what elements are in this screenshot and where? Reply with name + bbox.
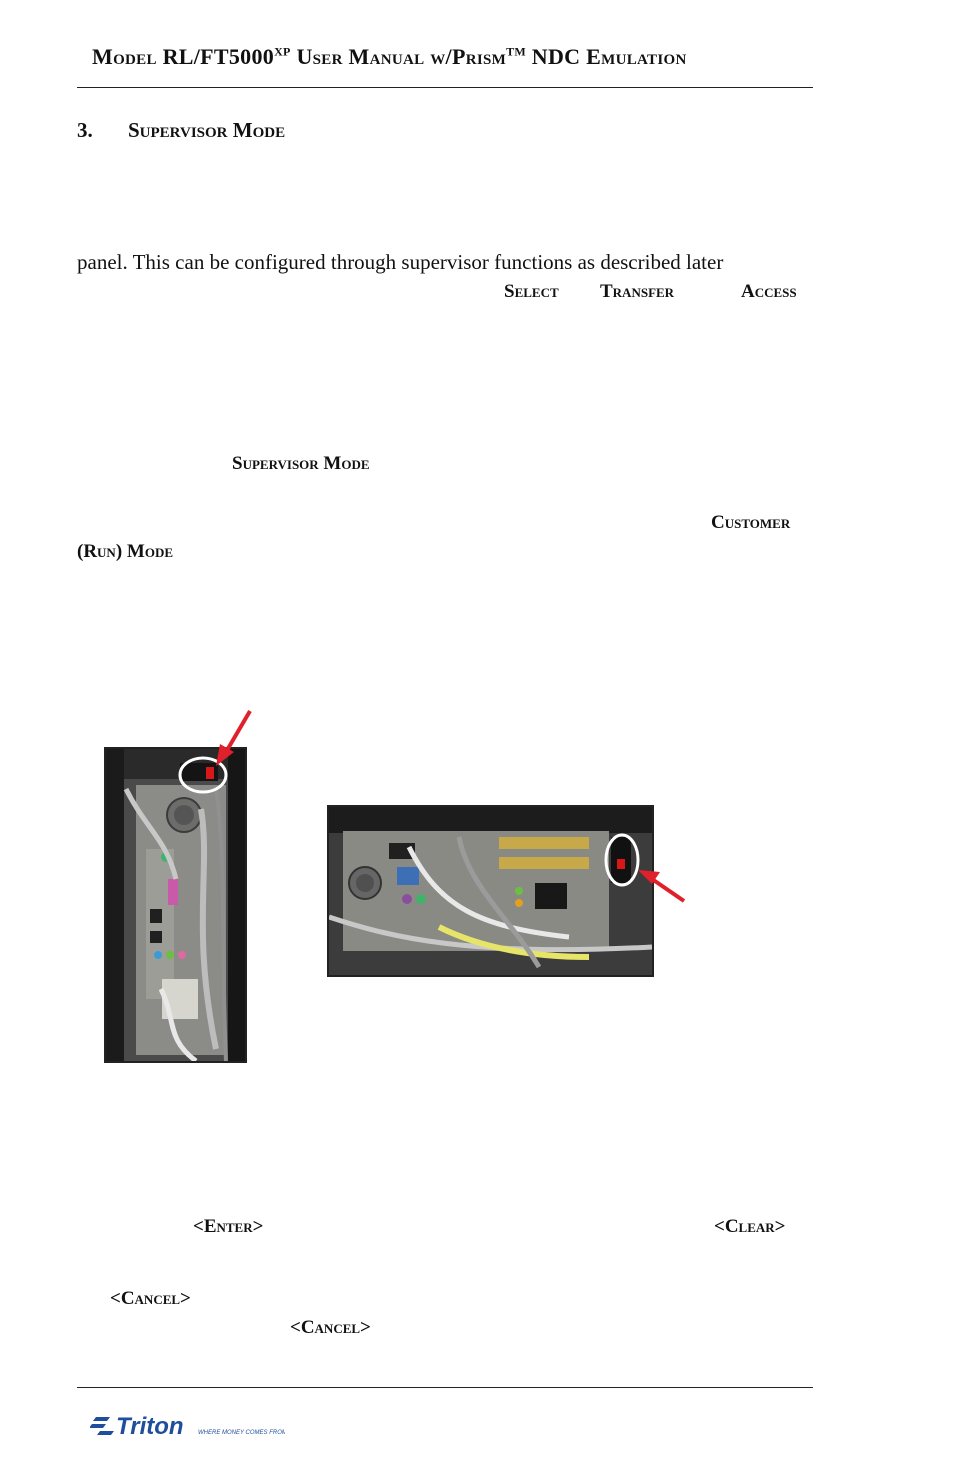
run-mode-term: (Run) Mode	[77, 541, 174, 562]
section-title: Supervisor Mode	[128, 118, 286, 142]
footer-rule	[77, 1387, 813, 1388]
customer-term: Customer	[711, 512, 791, 533]
arrow-icon	[216, 711, 250, 766]
cancel-key-label: <Cancel>	[110, 1288, 191, 1309]
select-term: Select	[504, 281, 559, 302]
supervisor-mode-term: Supervisor Mode	[232, 453, 370, 474]
manual-header: Model $RL/FT5000^{XP}$ User Manual w/Prism™ NDC Emulation	[92, 44, 687, 69]
arrow-icon	[638, 870, 684, 901]
paragraph-line: panel. This can be configured through supervisor functions as described later	[77, 250, 724, 274]
logo-wordmark: Triton	[116, 1413, 184, 1440]
transfer-term: Transfer	[600, 281, 675, 302]
cancel-key-label-2: <Cancel>	[290, 1317, 371, 1338]
triton-logo	[90, 1407, 285, 1441]
enter-key-label: <Enter>	[193, 1216, 264, 1237]
access-term: Access	[741, 281, 797, 302]
section-number: 3.	[77, 118, 93, 142]
logo-tagline: WHERE MONEY COMES FROM.	[198, 1430, 285, 1436]
clear-key-label: <Clear>	[714, 1216, 786, 1237]
switch-highlight-oval-right	[606, 835, 638, 885]
